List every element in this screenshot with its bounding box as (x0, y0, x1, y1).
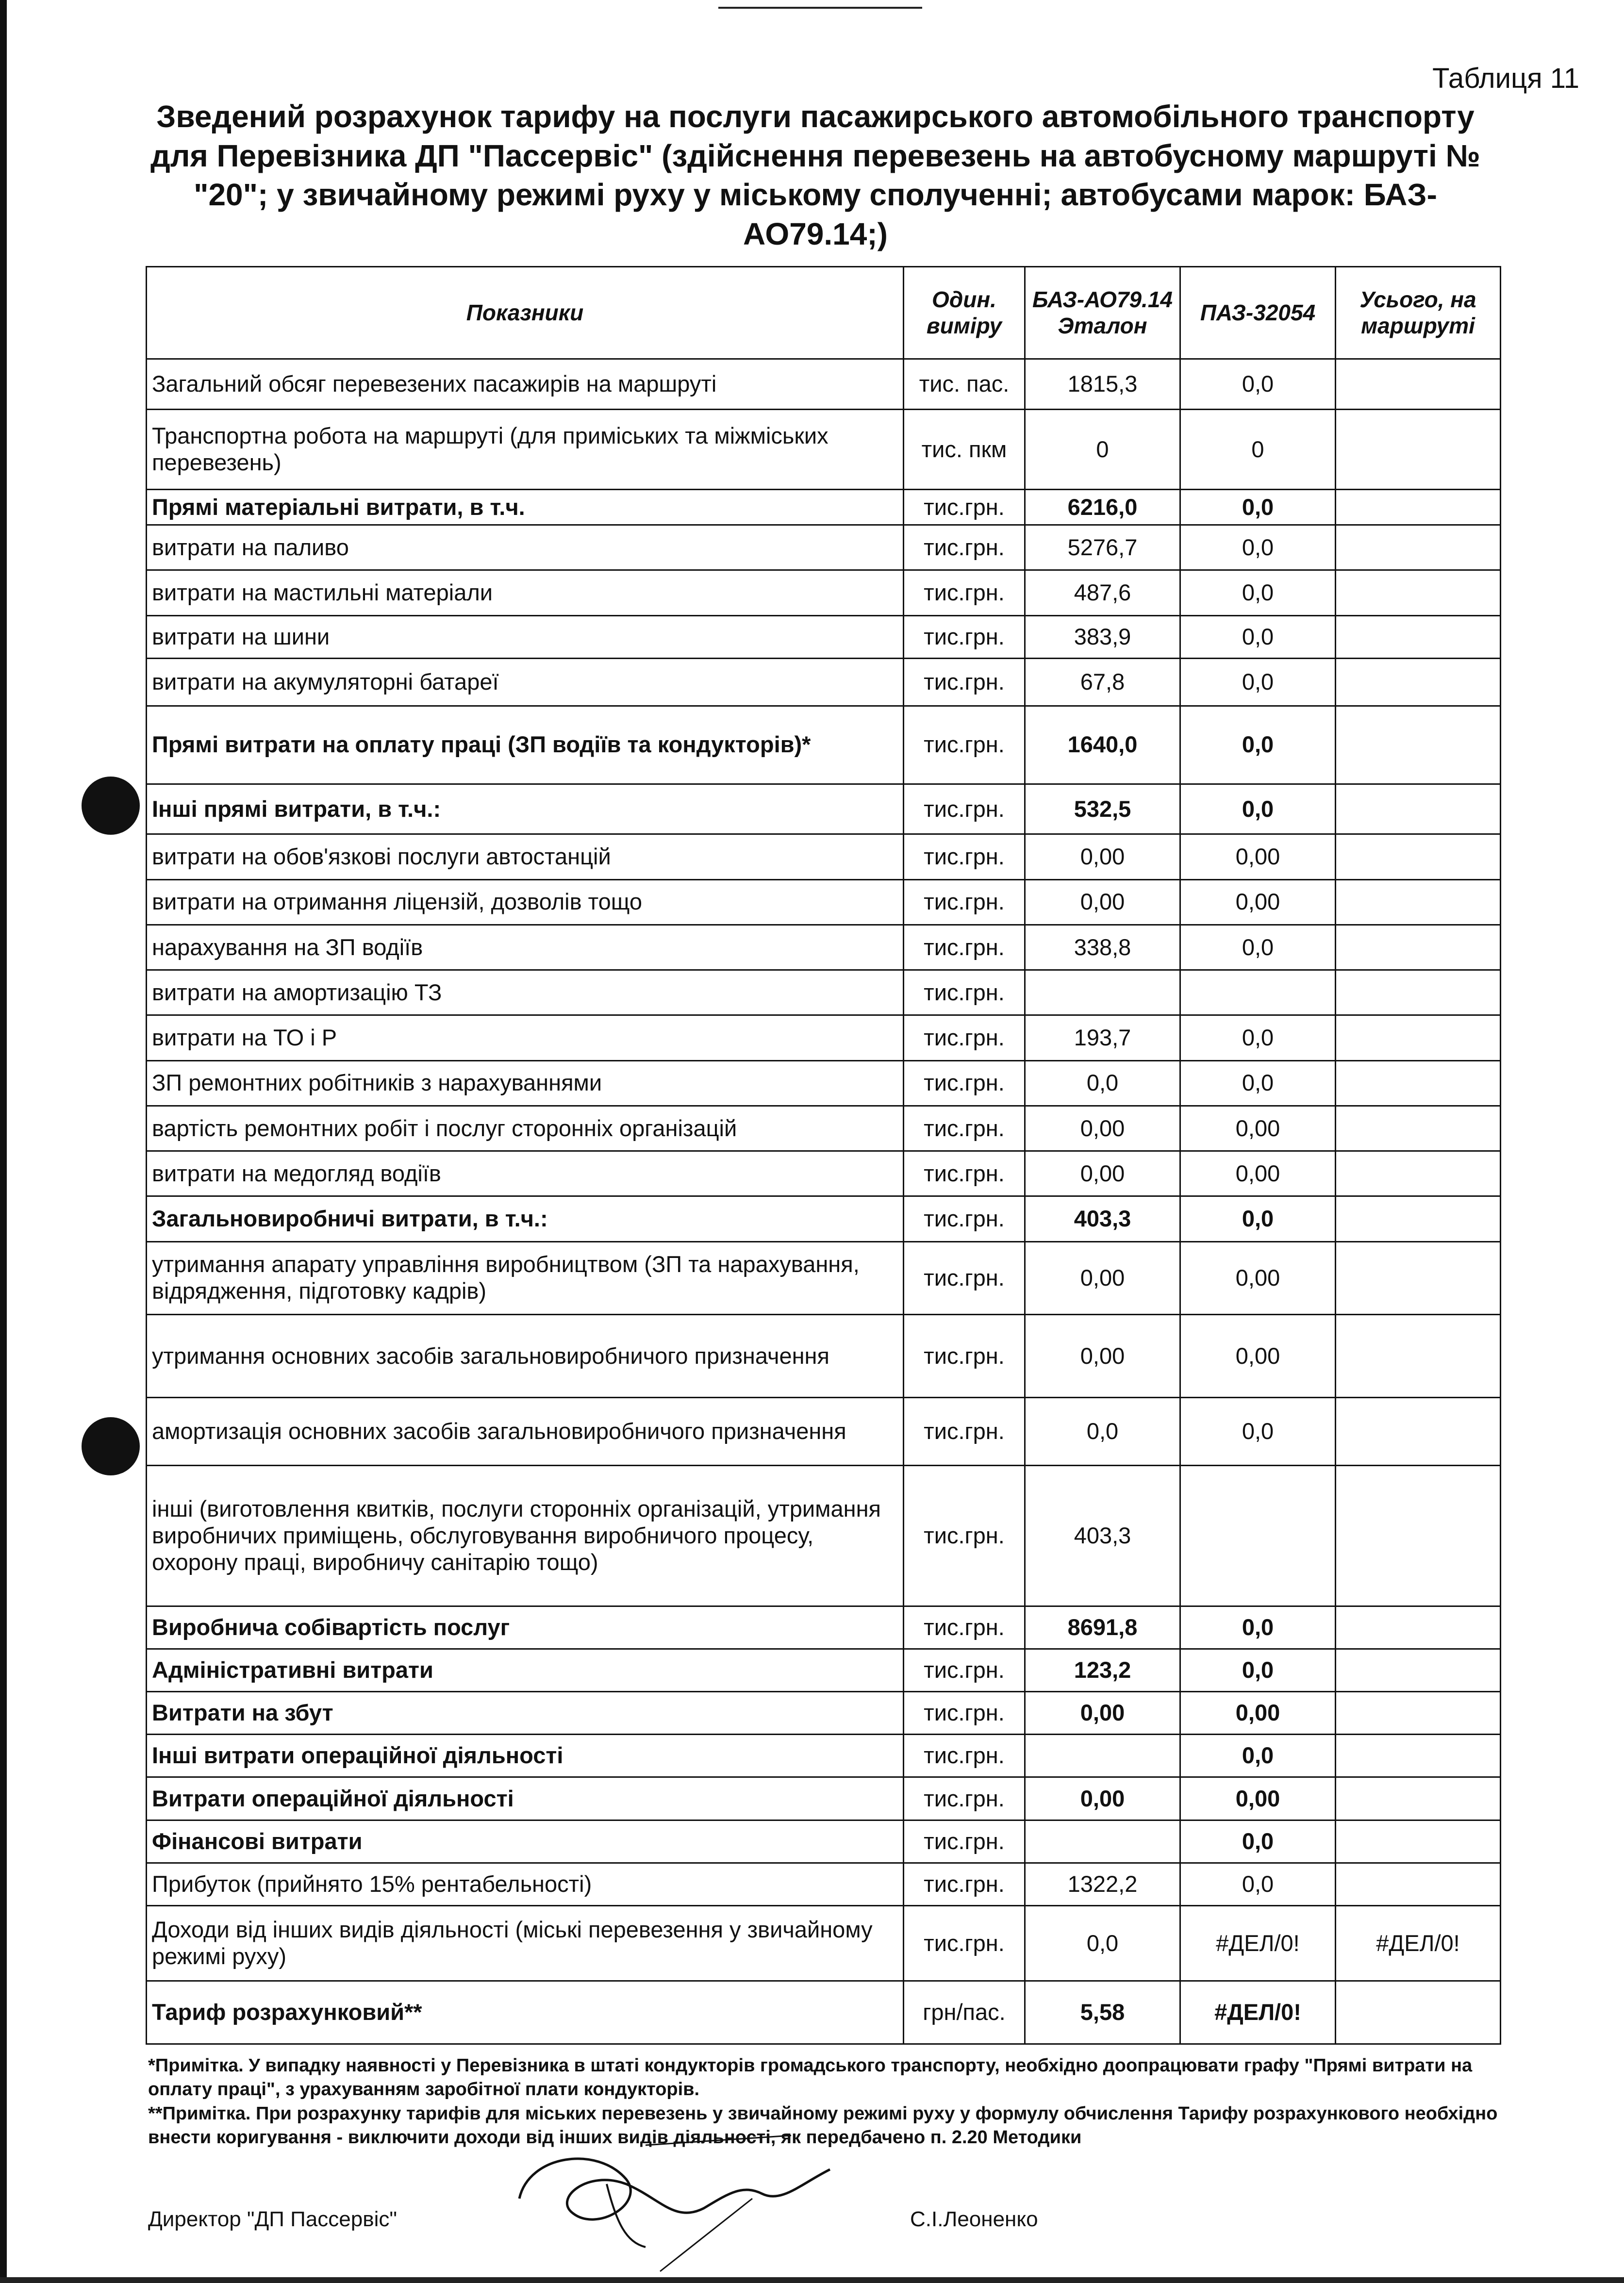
total-value (1336, 879, 1501, 925)
scan-line-top (718, 7, 922, 9)
unit-cell: тис.грн. (904, 879, 1025, 925)
indicator-name: Загальний обсяг перевезених пасажирів на маршруті (147, 359, 904, 410)
baz-value: 0,00 (1025, 1151, 1180, 1196)
unit-cell: тис.грн. (904, 1649, 1025, 1692)
total-value (1336, 706, 1501, 784)
table-row (147, 879, 1501, 925)
paz-value: 0,00 (1180, 1692, 1336, 1735)
unit-cell: тис.грн. (904, 1398, 1025, 1466)
scan-edge-left (0, 0, 7, 2283)
baz-value: 487,6 (1025, 570, 1180, 615)
paz-value: 0,00 (1180, 1315, 1336, 1398)
baz-value: 8691,8 (1025, 1606, 1180, 1649)
total-value (1336, 1465, 1501, 1606)
indicator-name: Загальновиробничі витрати, в т.ч.: (147, 1196, 904, 1241)
paz-value: 0,00 (1180, 1106, 1336, 1151)
note-1: *Примітка. У випадку наявності у Перевізника в штаті кондукторів громадського транспорту, необхідно доопрацювати графу "Прямі витрати на оплату праці", з урахуванням заробітної плати кондукторів. (148, 2055, 1473, 2100)
table-row (147, 925, 1501, 970)
baz-value (1025, 970, 1180, 1015)
baz-value: 123,2 (1025, 1649, 1180, 1692)
total-value (1336, 1315, 1501, 1398)
table-row (147, 1315, 1501, 1398)
paz-value: 0,0 (1180, 570, 1336, 615)
table-row (147, 1692, 1501, 1735)
table-row (147, 615, 1501, 658)
table-row (147, 784, 1501, 834)
baz-value: 67,8 (1025, 658, 1180, 706)
indicator-name: Адміністративні витрати (147, 1649, 904, 1692)
total-value (1336, 1106, 1501, 1151)
unit-cell: тис.грн. (904, 1735, 1025, 1777)
paz-value: 0,0 (1180, 525, 1336, 570)
unit-cell: тис.грн. (904, 1241, 1025, 1314)
indicator-name: витрати на мастильні матеріали (147, 570, 904, 615)
total-value (1336, 359, 1501, 410)
indicator-name: Прибуток (прийнято 15% рентабельності) (147, 1863, 904, 1905)
punch-hole-top (82, 777, 140, 835)
table-row (147, 1060, 1501, 1106)
paz-value: 0,00 (1180, 1151, 1336, 1196)
indicator-name: Доходи від інших видів діяльності (міські перевезення у звичайному режимі руху) (147, 1905, 904, 1981)
total-value: #ДЕЛ/0! (1336, 1905, 1501, 1981)
paz-value: 0,0 (1180, 1060, 1336, 1106)
indicator-name: Витрати на збут (147, 1692, 904, 1735)
paz-value (1180, 1465, 1336, 1606)
table-row (147, 525, 1501, 570)
table-row (147, 1863, 1501, 1905)
total-value (1336, 570, 1501, 615)
baz-value: 5,58 (1025, 1981, 1180, 2044)
baz-value: 0,0 (1025, 1905, 1180, 1981)
baz-value: 0,00 (1025, 879, 1180, 925)
indicator-name: витрати на обов'язкові послуги автостанцій (147, 834, 904, 879)
paz-value: 0,0 (1180, 925, 1336, 970)
indicator-name: утримання апарату управління виробництвом (ЗП та нарахування, відрядження, підготовку кадрів) (147, 1241, 904, 1314)
unit-cell: тис.грн. (904, 490, 1025, 525)
table-row (147, 1196, 1501, 1241)
indicator-name: Виробнича собівартість послуг (147, 1606, 904, 1649)
table-row (147, 1820, 1501, 1863)
unit-cell: тис. пкм (904, 409, 1025, 490)
total-value (1336, 409, 1501, 490)
paz-value: 0,00 (1180, 1241, 1336, 1314)
total-value (1336, 784, 1501, 834)
table-row (147, 658, 1501, 706)
table-row (147, 1905, 1501, 1981)
header-indicators: Показники (147, 267, 904, 359)
indicator-name: Інші витрати операційної діяльності (147, 1735, 904, 1777)
table-row (147, 359, 1501, 410)
table-row (147, 570, 1501, 615)
table-row (147, 1777, 1501, 1820)
table-row (147, 1606, 1501, 1649)
total-value (1336, 1735, 1501, 1777)
total-value (1336, 1060, 1501, 1106)
paz-value: 0,00 (1180, 1777, 1336, 1820)
baz-value: 0,00 (1025, 1241, 1180, 1314)
total-value (1336, 658, 1501, 706)
table-header-row (147, 267, 1501, 359)
paz-value: 0,0 (1180, 1820, 1336, 1863)
baz-value: 6216,0 (1025, 490, 1180, 525)
total-value (1336, 970, 1501, 1015)
paz-value: #ДЕЛ/0! (1180, 1905, 1336, 1981)
header-total: Усього, на маршруті (1336, 267, 1501, 359)
indicator-name: Фінансові витрати (147, 1820, 904, 1863)
baz-value: 1640,0 (1025, 706, 1180, 784)
paz-value: 0 (1180, 409, 1336, 490)
unit-cell: тис.грн. (904, 615, 1025, 658)
total-value (1336, 1241, 1501, 1314)
total-value (1336, 1863, 1501, 1905)
unit-cell: тис.грн. (904, 1196, 1025, 1241)
paz-value (1180, 970, 1336, 1015)
unit-cell: тис.грн. (904, 1606, 1025, 1649)
total-value (1336, 525, 1501, 570)
paz-value: 0,0 (1180, 784, 1336, 834)
paz-value: 0,0 (1180, 1398, 1336, 1466)
signer-name: С.І.Леоненко (910, 2207, 1038, 2231)
baz-value: 532,5 (1025, 784, 1180, 834)
paz-value: 0,0 (1180, 615, 1336, 658)
total-value (1336, 1981, 1501, 2044)
table-row (147, 409, 1501, 490)
baz-value (1025, 1820, 1180, 1863)
paz-value: 0,0 (1180, 706, 1336, 784)
total-value (1336, 615, 1501, 658)
unit-cell: тис.грн. (904, 1863, 1025, 1905)
indicator-name: Витрати операційної діяльності (147, 1777, 904, 1820)
punch-hole-bottom (82, 1417, 140, 1475)
unit-cell: тис.грн. (904, 525, 1025, 570)
indicator-name: Інші прямі витрати, в т.ч.: (147, 784, 904, 834)
table-row (147, 1465, 1501, 1606)
table-row (147, 1649, 1501, 1692)
paz-value: 0,0 (1180, 490, 1336, 525)
baz-value: 338,8 (1025, 925, 1180, 970)
indicator-name: Прямі матеріальні витрати, в т.ч. (147, 490, 904, 525)
indicator-name: витрати на медогляд водіїв (147, 1151, 904, 1196)
unit-cell: тис.грн. (904, 1015, 1025, 1060)
total-value (1336, 1692, 1501, 1735)
table-row (147, 490, 1501, 525)
total-value (1336, 1196, 1501, 1241)
paz-value: 0,0 (1180, 1735, 1336, 1777)
unit-cell: тис.грн. (904, 925, 1025, 970)
baz-value: 383,9 (1025, 615, 1180, 658)
indicator-name: Транспортна робота на маршруті (для приміських та міжміських перевезень) (147, 409, 904, 490)
table-row (147, 834, 1501, 879)
paz-value: 0,0 (1180, 1015, 1336, 1060)
baz-value: 1322,2 (1025, 1863, 1180, 1905)
total-value (1336, 834, 1501, 879)
baz-value: 0,00 (1025, 1315, 1180, 1398)
baz-value: 0,00 (1025, 1106, 1180, 1151)
indicator-name: Тариф розрахунковий** (147, 1981, 904, 2044)
unit-cell: тис.грн. (904, 970, 1025, 1015)
unit-cell: тис.грн. (904, 1820, 1025, 1863)
total-value (1336, 1151, 1501, 1196)
baz-value: 0,00 (1025, 834, 1180, 879)
table-number: Таблиця 11 (1432, 63, 1579, 94)
baz-value: 0,0 (1025, 1060, 1180, 1106)
note-2: **Примітка. При розрахунку тарифів для міських перевезень у звичайному режимі руху у формулу обчислення Тарифу розрахункового необхідно внести коригування - виключити доходи від інших видів діяльності, як передбачено п. 2.20 Методики (148, 2103, 1498, 2148)
unit-cell: тис.грн. (904, 1151, 1025, 1196)
baz-value: 1815,3 (1025, 359, 1180, 410)
unit-cell: тис.грн. (904, 1465, 1025, 1606)
header-unit: Один. виміру (904, 267, 1025, 359)
paz-value: #ДЕЛ/0! (1180, 1981, 1336, 2044)
unit-cell: тис. пас. (904, 359, 1025, 410)
header-paz: ПАЗ-32054 (1180, 267, 1336, 359)
director-title: Директор "ДП Пассервіс" (148, 2207, 397, 2231)
unit-cell: тис.грн. (904, 1315, 1025, 1398)
indicator-name: витрати на отримання ліцензій, дозволів тощо (147, 879, 904, 925)
unit-cell: тис.грн. (904, 658, 1025, 706)
indicator-name: витрати на ТО і Р (147, 1015, 904, 1060)
table-row (147, 1981, 1501, 2044)
unit-cell: тис.грн. (904, 570, 1025, 615)
indicator-name: нарахування на ЗП водіїв (147, 925, 904, 970)
unit-cell: тис.грн. (904, 1777, 1025, 1820)
unit-cell: тис.грн. (904, 1060, 1025, 1106)
baz-value: 0,00 (1025, 1692, 1180, 1735)
baz-value: 403,3 (1025, 1465, 1180, 1606)
baz-value: 5276,7 (1025, 525, 1180, 570)
header-baz: БАЗ-АО79.14 Эталон (1025, 267, 1180, 359)
indicator-name: утримання основних засобів загальновиробничого призначення (147, 1315, 904, 1398)
baz-value: 0,0 (1025, 1398, 1180, 1466)
paz-value: 0,0 (1180, 359, 1336, 410)
baz-value: 0,00 (1025, 1777, 1180, 1820)
unit-cell: тис.грн. (904, 1106, 1025, 1151)
indicator-name: амортизація основних засобів загальновиробничого призначення (147, 1398, 904, 1466)
tariff-table (146, 266, 1501, 2045)
indicator-name: вартість ремонтних робіт і послуг сторонніх організацій (147, 1106, 904, 1151)
paz-value: 0,0 (1180, 1649, 1336, 1692)
baz-value: 403,3 (1025, 1196, 1180, 1241)
table-row (147, 706, 1501, 784)
baz-value: 0 (1025, 409, 1180, 490)
indicator-name: Прямі витрати на оплату праці (ЗП водіїв та кондукторів)* (147, 706, 904, 784)
indicator-name: ЗП ремонтних робітників з нарахуваннями (147, 1060, 904, 1106)
paz-value: 0,0 (1180, 658, 1336, 706)
indicator-name: витрати на акумуляторні батареї (147, 658, 904, 706)
baz-value (1025, 1735, 1180, 1777)
total-value (1336, 1398, 1501, 1466)
paz-value: 0,00 (1180, 834, 1336, 879)
indicator-name: витрати на паливо (147, 525, 904, 570)
document-title: Зведений розрахунок тарифу на послуги пасажирського автомобільного транспорту для Перевізника ДП "Пассервіс" (здійснення перевезень на автобусному маршруті № "20"; у звичайному режимі руху у міському сполученні; автобусами марок: БАЗ-АО79.14;) (150, 99, 1480, 251)
table-row (147, 1151, 1501, 1196)
total-value (1336, 925, 1501, 970)
table-row (147, 1106, 1501, 1151)
table-row (147, 1735, 1501, 1777)
unit-cell: грн/пас. (904, 1981, 1025, 2044)
total-value (1336, 490, 1501, 525)
total-value (1336, 1820, 1501, 1863)
paz-value: 0,0 (1180, 1196, 1336, 1241)
baz-value: 193,7 (1025, 1015, 1180, 1060)
indicator-name: витрати на шини (147, 615, 904, 658)
signature-mark (500, 2126, 869, 2281)
unit-cell: тис.грн. (904, 1692, 1025, 1735)
total-value (1336, 1649, 1501, 1692)
unit-cell: тис.грн. (904, 784, 1025, 834)
table-row (147, 970, 1501, 1015)
total-value (1336, 1777, 1501, 1820)
unit-cell: тис.грн. (904, 706, 1025, 784)
paz-value: 0,0 (1180, 1606, 1336, 1649)
table-row (147, 1241, 1501, 1314)
total-value (1336, 1606, 1501, 1649)
paz-value: 0,0 (1180, 1863, 1336, 1905)
table-row (147, 1015, 1501, 1060)
indicator-name: витрати на амортизацію ТЗ (147, 970, 904, 1015)
unit-cell: тис.грн. (904, 834, 1025, 879)
indicator-name: інші (виготовлення квитків, послуги сторонніх організацій, утримання виробничих приміщень, обслуговування виробничого процесу, охорону праці, виробничу санітарію тощо) (147, 1465, 904, 1606)
table-row (147, 1398, 1501, 1466)
total-value (1336, 1015, 1501, 1060)
paz-value: 0,00 (1180, 879, 1336, 925)
unit-cell: тис.грн. (904, 1905, 1025, 1981)
